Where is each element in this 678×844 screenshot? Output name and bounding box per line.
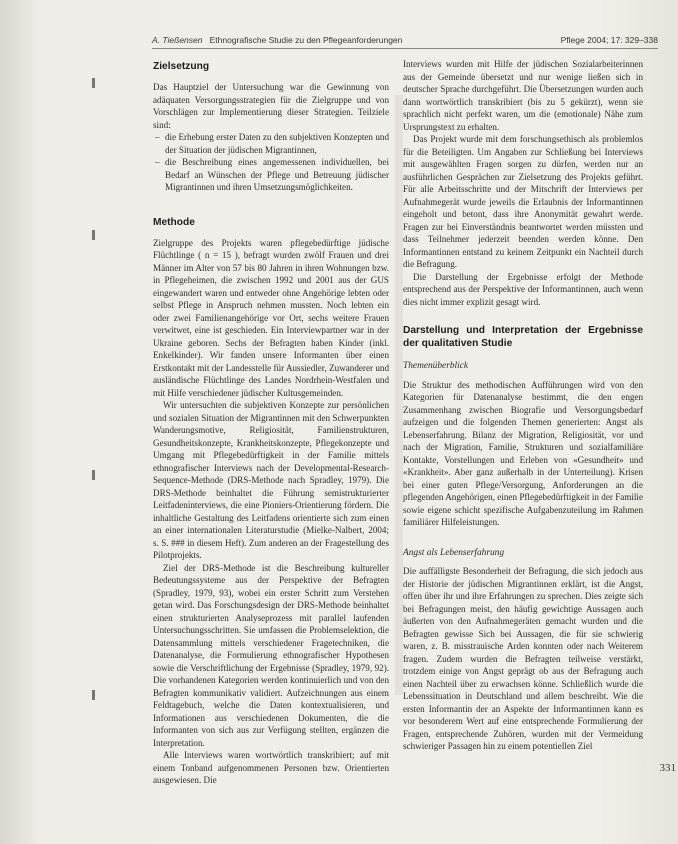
paragraph: Interviews wurden mit Hilfe der jüdischen Sozialarbeiterinnen aus der Gemeinde übersetzt und nur wenige ließen sich in deutscher Sprache durchgeführt. Die Übersetzungen wurden auch dann wortwörtlich transkribiert (bis zu 5 gekürzt), wenn sie sprachlich nicht perfekt waren, um die (emotionale) Nähe zum Ursprungstext zu erhalten. [403, 59, 643, 132]
header-title: Ethnografische Studie zu den Pflegeanforderungen [209, 35, 403, 45]
list-item: – die Erhebung erster Daten zu den subjektiven Konzepten und der Situation der jüdischen Migrantinnen, [165, 131, 389, 156]
left-column [153, 60, 389, 787]
section-heading-ergebnisse: Darstellung und Interpretation der Ergebnisse der qualitativen Studie [403, 325, 643, 349]
paragraph: Die Darstellung der Ergebnisse erfolgt der Methode entsprechend aus der Perspektive der Informantinnen, auch wenn dies nicht immer explizit gesagt wird. [403, 271, 643, 307]
margin-mark [92, 78, 95, 88]
running-header [152, 34, 658, 49]
paragraph: Die Struktur des methodischen Aufführungen wird von den Kategorien für Datenanalyse bestimmt, die den engen Zusammenhang zwischen Biografie und Versorgungsbedarf aufzeigen und die folgenden Themen generierten: Angst als Lebenserfahrung. Bilanz der Migration, Religiosität, vor und nach der Migration, Familie, Strukturen und sozialfamiliäre Kontakte, Vorstellungen und Erleben von «Gesundheit» und «Krankheit». Aber ganz außerhalb in der Unterteilung). Krisen bei einer guten Pflege/Versorgung, Anforderungen an die pflegenden Angehörigen, einen Pflegebedürftigkeit in der Familie sowie eigene schicht spezifische Aufgabenzuteilung im Rahmen familiärer Hilfeleistungen. [403, 379, 643, 527]
subsection-heading-themenueberblick: Themenüberblick [403, 361, 469, 371]
margin-mark [92, 230, 95, 240]
header-left [152, 35, 402, 45]
paragraph: Zielgruppe des Projekts waren pflegebedürftige jüdische Flüchtlinge ( n = 15 ), befragt wurden zwölf Frauen und drei Männer im Alter von 57 bis 80 Jahren in ihren Wohnungen bzw. in Pflegeheimen, die zwischen 1992 und 2001 aus der GUS eingewandert waren und entweder ohne Angehörige lebten oder selbst Pflege in Anspruch nehmen mussten. Noch lebten ein oder zwei Familienangehörige vor Ort, sechs weitere Frauen verwitwet, eine ist geschieden. Ein Interviewpartner war in der Ukraine geboren. Sechs der Befragten haben Kinder (inkl. Enkelkinder). Wir fanden unsere Informanten über einen Erstkontakt mit der Landesstelle für Aussiedler, Zuwanderer und ausländische Flüchtlinge des Landes Nordrhein-Westfalen und mit Hilfe verschiedener jüdischer Kultusgemeinden. [153, 237, 389, 398]
margin-mark [92, 690, 95, 700]
paragraph: Das Projekt wurde mit dem forschungsethisch als problemlos für die Beteiligten. Um Angaben zur Schließung bei Interviews mit ausgewählten Fragen sorgen zu dürfen, werden nur an ausführlichen Gesprächen zur Zielsetzung des Projekts geführt. Für alle Arbeitsschritte und der Mitschrift der Interviews per Aufnahmegerät wurde jeweils die Erlaubnis der Informantinnen eingeholt und betont, dass ihre Anonymität gewahrt werde. Fragen zur bei Einverständnis beantwortet werden müssten und dass Teilnehmer jederzeit beenden werden könne. Den Informantinnen entstand zu keinem Zeitpunkt ein Nachteil durch die Befragung. [403, 134, 643, 269]
header-author: A. Tießensen [152, 35, 203, 45]
paragraph: Alle Interviews waren wortwörtlich transkribiert; auf mit einem Tonband aufgenommenen Personen bzw. Orientierten ausgewiesen. Die [153, 750, 389, 785]
header-journal: Pflege 2004; 17: 329–338 [560, 35, 658, 45]
margin-mark [92, 470, 95, 480]
section-heading-methode: Methode [153, 216, 195, 228]
page-fold-shadow [395, 95, 403, 695]
paragraph: Ziel der DRS-Methode ist die Beschreibung kultureller Bedeutungssysteme aus der Perspektive der Befragten (Spradley, 1979, 93), wobei ein erster Schritt zum Verstehen getan wird. Das Forschungsdesign der DRS-Methode beinhaltet einen strukturierten Analyseprozess mit parallel laufenden Untersuchungsschritten. Sie umfassen die Problemselektion, die Datensammlung mittels verschiedener Fragetechniken, die Datenanalyse, die Formulierung ethnografischer Hypothesen sowie die Verschriftlichung der Ergebnisse (Spradley, 1979, 92). Die vorhandenen Kategorien werden kontinuierlich und von den Befragten kommunikativ validiert. Aufzeichnungen aus einem Feldtagebuch, welche die Daten kontextualisieren, und Informationen aus verschiedenen Dokumenten, die die Informanten von sich aus zur Verfügung stellten, ergänzen die Interpretation. [153, 562, 389, 748]
paragraph: Wir untersuchten die subjektiven Konzepte zur persönlichen und sozialen Situation der Migrantinnen mit den Schwerpunkten Wanderungsmotive, Religiosität, Familienstrukturen, Gesundheitskonzepte, Krankheitskonzepte, Pflegekonzepte und Umgang mit Pflegebedürftigkeit in der Familie mittels ethnografischer Interviews nach der Developmental-Research-Sequence-Methode (DRS-Methode nach Spradley, 1979). Die DRS-Methode beinhaltet die Führung semistrukturierter Leitfadeninterviews, die eine Pioniers-Orientierung fördern. Die inhaltliche Gestaltung des Leitfadens orientierte sich zum einen an einer internationalen Literaturstudie (Mielke-Nalbert, 2004; s. S. ### in diesem Heft). Zum anderen an der Fragestellung des Pilotprojekts. [153, 400, 389, 560]
right-column [403, 58, 643, 753]
goal-list [153, 131, 389, 194]
page-number: 331 [659, 762, 676, 774]
paragraph: Das Hauptziel der Untersuchung war die Gewinnung von adäquaten Versorgungsstrategien für die Zielgruppe und von Vorschlägen zur Implementierung dieser Strategien. Teilziele sind: [153, 82, 389, 130]
list-item: – die Beschreibung eines angemessenen individuellen, bei Bedarf an Wünschen der Pflege und Betreuung jüdischer Migrantinnen und ihren Umsetzungsmöglichkeiten. [165, 156, 389, 194]
subsection-heading-angst: Angst als Lebenserfahrung [403, 547, 505, 558]
paragraph: Die auffälligste Besonderheit der Befragung, die sich jedoch aus der Historie der jüdischen Migrantinnen erklärt, ist die Angst, offen über ihr und ihre Erfahrungen zu sprechen. Dies zeigte sich bei Befragungen meist, den häufig gewichtige Aussagen auch äußerten von den Aufnahmegeräten gemacht wurden und die Befragten gewisse Sich bei Aussagen, die für sie schwierig waren, z. B. misstrauische Arden konnten oder nach Weiterem fragen. Zudem wurden die Befragten teilweise verstärkt, trotzdem einige von Angst geprägt ob aus der Befragung auch einen Nachteil über zu erwachsen könne. Schließlich wurde die Lebenssituation in Deutschland und allem beschreibt. Wie die ersten Informantin der an Aspekte der Informantinnen kann es vor besonderem Wert auf eine entsprechende Formulierung der Fragen, entsprechende Zuhören, wurden mit der Vermeidung schwieriger Passagen hin zu einem potentiellen Ziel [403, 566, 643, 751]
section-heading-zielsetzung: Zielsetzung [153, 61, 210, 72]
